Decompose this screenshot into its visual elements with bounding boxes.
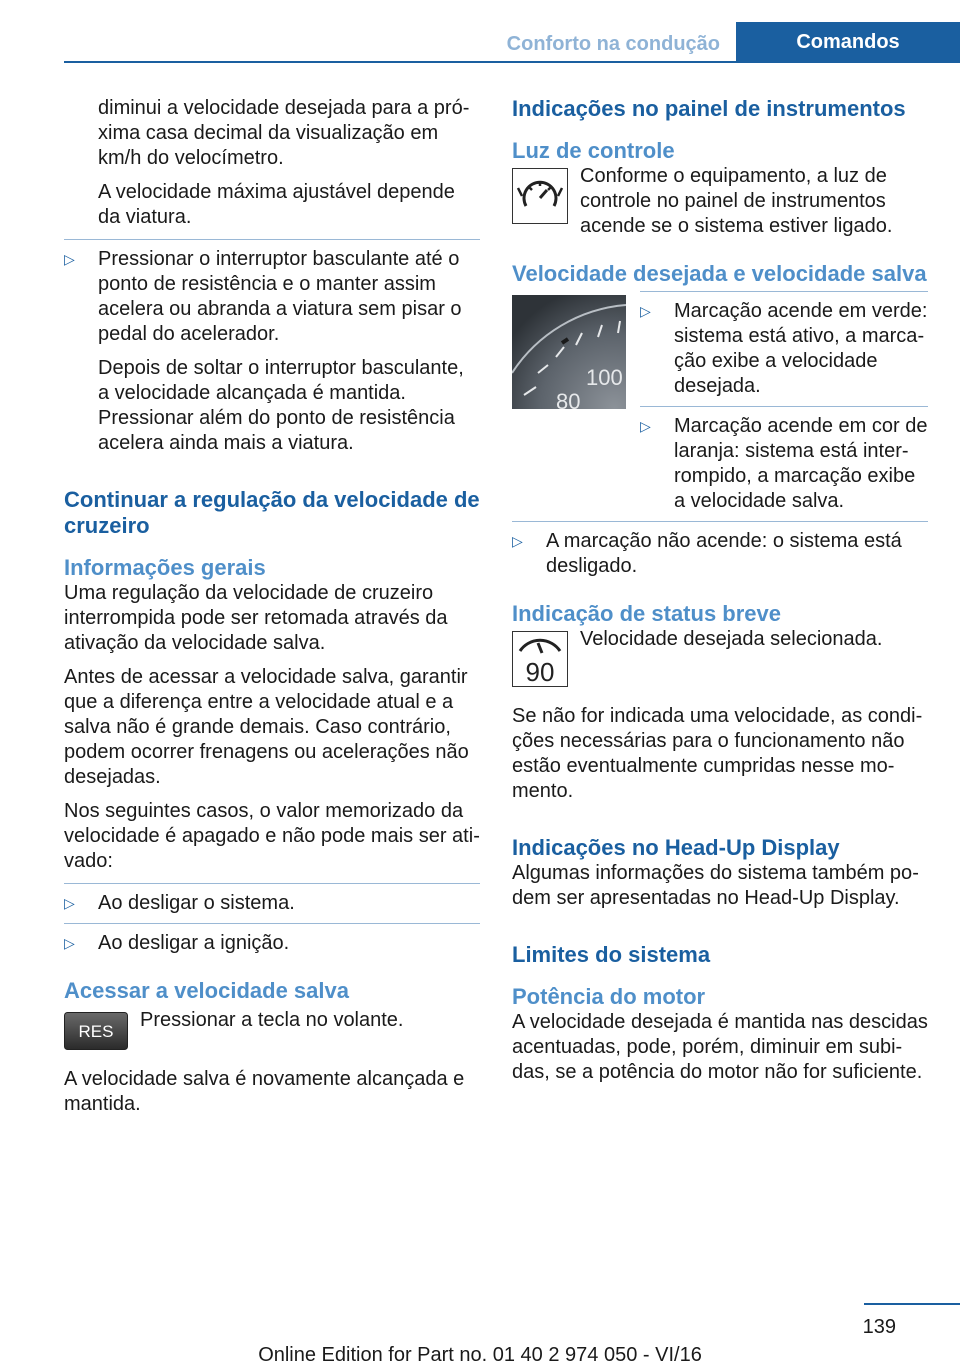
status-row [512,627,928,692]
triangle-bullet-icon: ▷ [512,533,523,549]
section-heading: Limites do sistema [512,942,711,967]
list-item-text: Pressionar o interruptor basculante até o ponto de resistência e o manter assim acelera ou abranda a viatura sem pisar o pedal do acelerador. [98,248,462,345]
control-light-row [512,164,928,239]
list-item [64,891,480,916]
triangle-bullet-icon: ▷ [64,251,75,267]
right-column [512,96,928,1094]
text-paragraph: Se não for indicada uma velocidade, as condições necessárias para o funcionamento não estão eventualmente cumpridas nesse momento. [512,705,923,802]
speed-90-icon-label: 90 [525,657,555,687]
text-paragraph: A velocidade desejada é mantida nas descidas acentuadas, pode, porém, diminuir em subidas, se a potência do motor não for suficiente. [512,1011,928,1083]
text-paragraph: Antes de acessar a velocidade salva, garantir que a diferença entre a velocidade atual e a salva não é grande demais. Caso contrário, podem ocorrer frenagens ou acelerações não desejadas. [64,666,469,788]
edition-note: Online Edition for Part no. 01 40 2 974 050 - VI/16 [258,1344,702,1366]
subsection-heading: Indicação de status breve [512,601,781,626]
header-chapter[interactable]: Comandos [736,22,960,62]
footer-divider [864,1303,960,1305]
header-section[interactable]: Conforto na condução [506,33,720,55]
subsection-heading: Informações gerais [64,555,266,580]
list-item-text: Marcação acende em verde: sistema está ativo, a marcação exibe a velocidade desejada. [674,300,928,397]
text-paragraph: Depois de soltar o interruptor basculante, a velocidade alcançada é mantida. Pressionar além do ponto de resistência acelera ainda mais a viatura. [98,357,464,454]
list-divider [64,239,480,240]
text-paragraph: Pressionar a tecla no volante. [140,1009,404,1031]
list-item [640,414,928,514]
speedometer-image [512,295,626,414]
list-divider [640,291,928,292]
cruise-control-light-icon [512,168,568,229]
gauge-label-80: 80 [556,389,581,409]
list-item [512,529,928,579]
list-divider [512,521,928,522]
list-divider [64,923,480,924]
gauge-label-100: 100 [586,365,623,390]
text-paragraph: diminui a velocidade desejada para a próxima casa decimal da visualização em km/h do velocímetro. [98,97,470,169]
text-paragraph: Uma regulação da velocidade de cruzeiro interrompida pode ser retomada através da ativação da velocidade salva. [64,582,448,654]
speed-marking-list [640,291,928,514]
text-paragraph: A velocidade salva é novamente alcançada e mantida. [64,1068,465,1115]
speed-90-icon [512,631,568,692]
list-item-text: Ao desligar a ignição. [98,932,290,954]
list-item [640,299,928,399]
triangle-bullet-icon: ▷ [640,303,651,319]
triangle-bullet-icon: ▷ [64,895,75,911]
list-item-text: A marcação não acende: o sistema está desligado. [546,530,902,577]
list-item [64,247,480,347]
subsection-heading: Potência do motor [512,984,706,1009]
list-item-text: Ao desligar o sistema. [98,892,295,914]
list-item-text: Marcação acende em cor de laranja: sistema está interrompido, a marcação exibe a velocidade salva. [674,415,928,512]
list-divider [640,406,928,407]
text-paragraph: Conforme o equipamento, a luz de controle no painel de instrumentos acende se o sistema estiver ligado. [580,165,893,237]
page-number: 139 [862,1316,896,1338]
header-divider [64,61,960,63]
res-button-row [64,1008,480,1055]
res-button-icon [64,1012,128,1055]
subsection-heading: Luz de controle [512,138,675,163]
section-heading: Indicações no Head-Up Display [512,835,840,860]
list-divider [64,883,480,884]
res-button-label: RES [78,1022,114,1041]
triangle-bullet-icon: ▷ [640,418,651,434]
speed-marking-row [512,291,928,514]
list-item [64,931,480,956]
text-paragraph: A velocidade máxima ajustável depende da viatura. [98,181,455,228]
section-heading: Continuar a regulação da velocidade de cruzeiro [64,487,480,538]
subsection-heading: Acessar a velocidade salva [64,978,349,1003]
left-column [64,96,480,1126]
section-heading: Indicações no painel de instrumentos [512,96,906,121]
text-paragraph: Velocidade desejada selecionada. [580,628,883,650]
text-paragraph: Nos seguintes casos, o valor memorizado da velocidade é apagado e não pode mais ser ativado: [64,800,480,872]
text-paragraph: Algumas informações do sistema também podem ser apresentadas no Head-Up Display. [512,862,919,909]
subsection-heading: Velocidade desejada e velocidade salva [512,261,927,286]
triangle-bullet-icon: ▷ [64,935,75,951]
